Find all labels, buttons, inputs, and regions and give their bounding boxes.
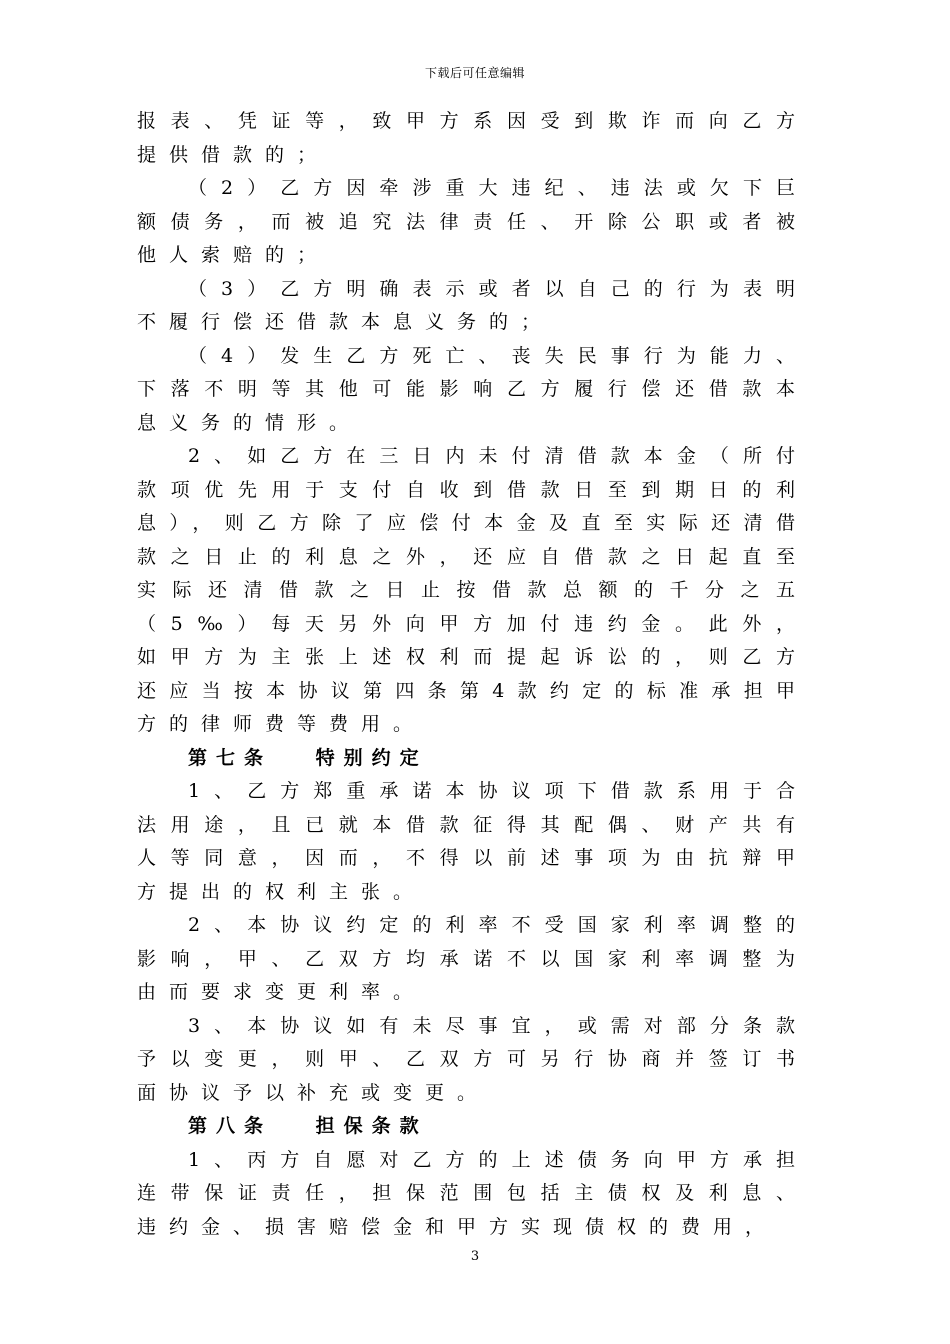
page-header: 下载后可任意编辑 bbox=[424, 66, 525, 80]
paragraph: 3、本协议如有未尽事宜，或需对部分条款予以变更，则甲、乙双方可另行协商并签订书面协议予以补充或变更。 bbox=[137, 1014, 808, 1104]
paragraph: （3）乙方明确表示或者以自己的行为表明不履行偿还借款本息义务的； bbox=[137, 277, 808, 333]
paragraph: 1、丙方自愿对乙方的上述债务向甲方承担连带保证责任，担保范围包括主债权及利息、违约金、损害赔偿金和甲方实现债权的费用， bbox=[137, 1148, 808, 1238]
paragraph: 报表、凭证等，致甲方系因受到欺诈而向乙方提供借款的； bbox=[137, 110, 808, 166]
paragraph: （2）乙方因牵涉重大违纪、违法或欠下巨额债务，而被追究法律责任、开除公职或者被他人索赔的； bbox=[137, 177, 808, 266]
page-number: 3 bbox=[470, 1249, 480, 1264]
paragraph: 2、如乙方在三日内未付清借款本金（所付款项优先用于支付自收到借款日至到期日的利息），则乙方除了应偿付本金及直至实际还清借款之日止的利息之外，还应自借款之日起直至实际还清借款之日止按借款总额的千分之五（5‰）每天另外向甲方加付违约金。此外，如甲方为主张上述权利而提起诉讼的，则乙方还应当按本协议第四条第4款约定的标准承担甲方的律师费等费用。 bbox=[137, 445, 808, 735]
article-heading: 第八条 担保条款 bbox=[188, 1115, 428, 1137]
document-body bbox=[137, 105, 808, 1244]
paragraph: 1、乙方郑重承诺本协议项下借款系用于合法用途，且已就本借款征得其配偶、财产共有人等同意，因而，不得以前述事项为由抗辩甲方提出的权利主张。 bbox=[137, 780, 808, 903]
paragraph: 2、本协议约定的利率不受国家利率调整的影响，甲、乙双方均承诺不以国家利率调整为由而要求变更利率。 bbox=[137, 914, 808, 1003]
article-heading: 第七条 特别约定 bbox=[188, 746, 428, 769]
paragraph: （4）发生乙方死亡、丧失民事行为能力、下落不明等其他可能影响乙方履行偿还借款本息义务的情形。 bbox=[137, 344, 808, 434]
